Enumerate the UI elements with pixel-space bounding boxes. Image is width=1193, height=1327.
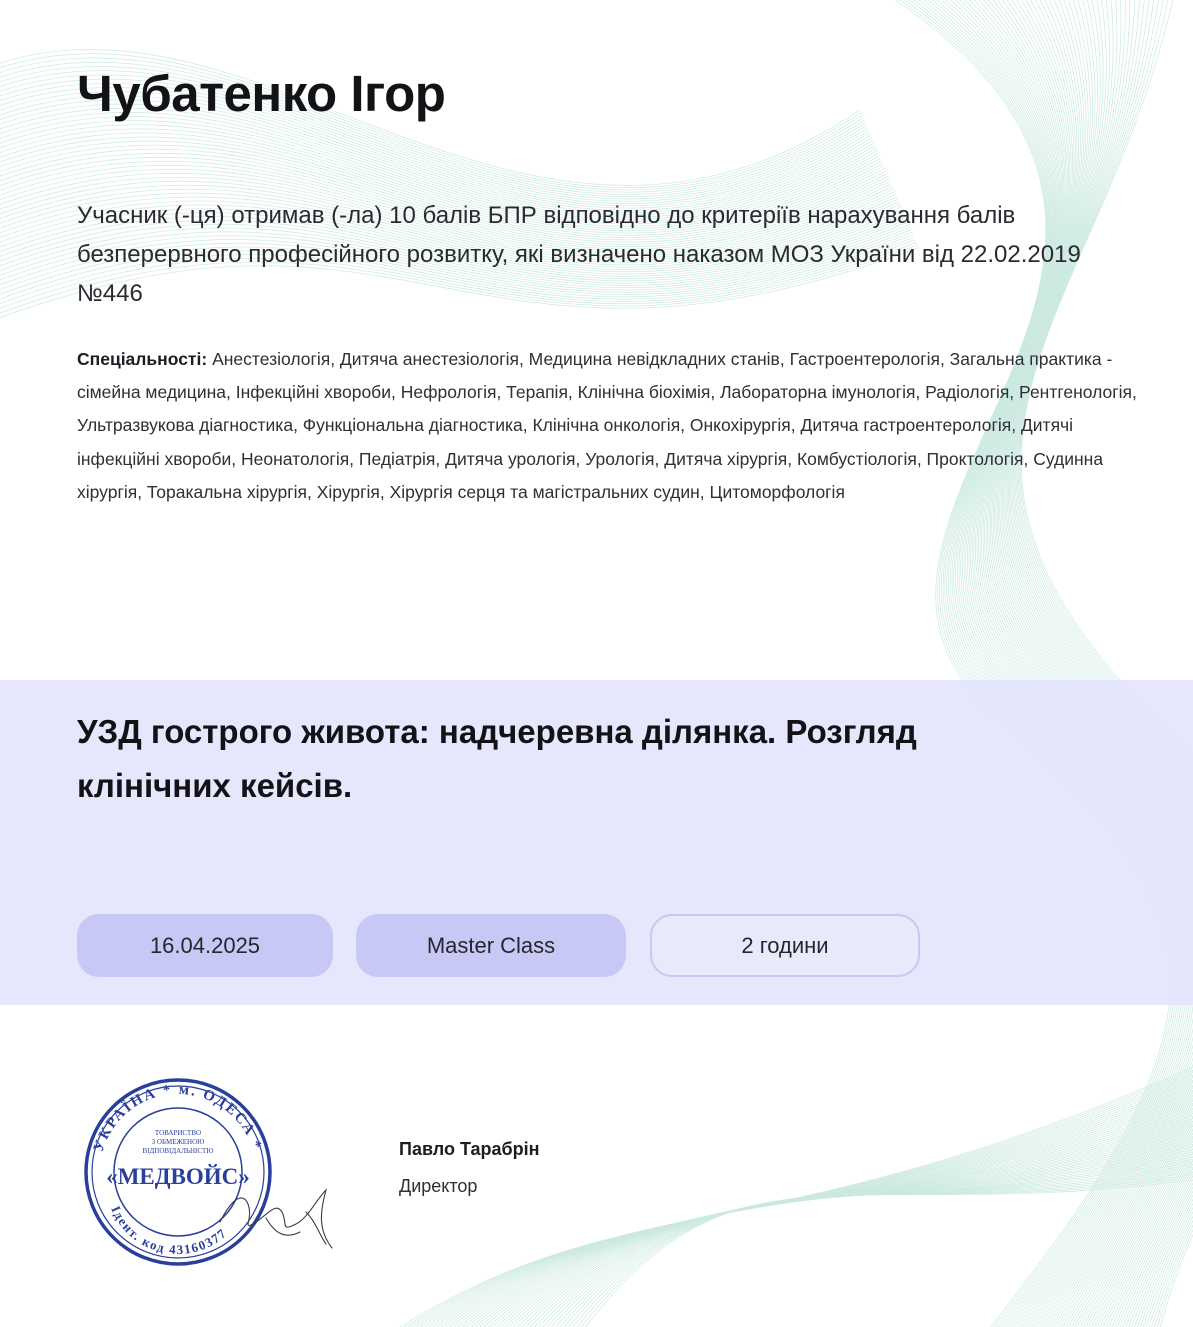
signer-name: Павло Тарабрін <box>399 1139 540 1159</box>
specialties-list: Анестезіологія, Дитяча анестезіологія, Медицина невідкладних станів, Гастроентерологія, Загальна практика - сімейна медицина, Інфекційні хвороби, Нефрологія, Терапія, Клінічна біохімія, Лабораторна імунологія, Радіологія, Рентгенологія, Ультразвукова діагностика, Функціональна діагностика, Клінічна онкологія, Онкохірургія, Дитяча гастроентерологія, Дитячі інфекційні хвороби, Неонатологія, Педіатрія, Дитяча урологія, Урологія, Дитяча хірургія, Комбустіологія, Проктологія, Судинна хірургія, Торакальна хірургія, Хірургія, Хірургія серця та магістральних судин, Цитоморфологія <box>77 349 1137 502</box>
specialties-label: Спеціальності: <box>77 349 208 369</box>
stamp-outer-text: УКРАЇНА * м. ОДЕСА * <box>90 1081 265 1154</box>
certificate-statement: Учасник (-ця) отримав (-ла) 10 балів БПР відповідно до критеріїв нарахування балів безперервного професійного розвитку, які визначено наказом МОЗ України від 22.02.2019 №446 <box>77 202 1081 307</box>
stamp-inner-text-1: ТОВАРИСТВО <box>154 1129 202 1137</box>
stamp-center-text: «МЕДВОЙС» <box>106 1164 250 1189</box>
course-duration-badge: 2 години <box>650 914 920 977</box>
company-stamp <box>70 1072 340 1272</box>
specialties-text <box>77 343 1137 509</box>
signer-role: Директор <box>399 1176 478 1196</box>
course-title: УЗД гострого живота: надчеревна ділянка. Розгляд клінічних кейсів. <box>77 713 917 804</box>
stamp-bottom-text: Ідент. код 43160377 <box>108 1203 230 1258</box>
course-format-badge: Master Class <box>356 914 626 977</box>
stamp-inner-text-3: ВІДПОВІДАЛЬНІСТЮ <box>142 1147 214 1155</box>
stamp-inner-text-2: З ОБМЕЖЕНОЮ <box>151 1138 205 1146</box>
participant-name: Чубатенко Ігор <box>77 65 446 122</box>
course-date-badge: 16.04.2025 <box>77 914 333 977</box>
